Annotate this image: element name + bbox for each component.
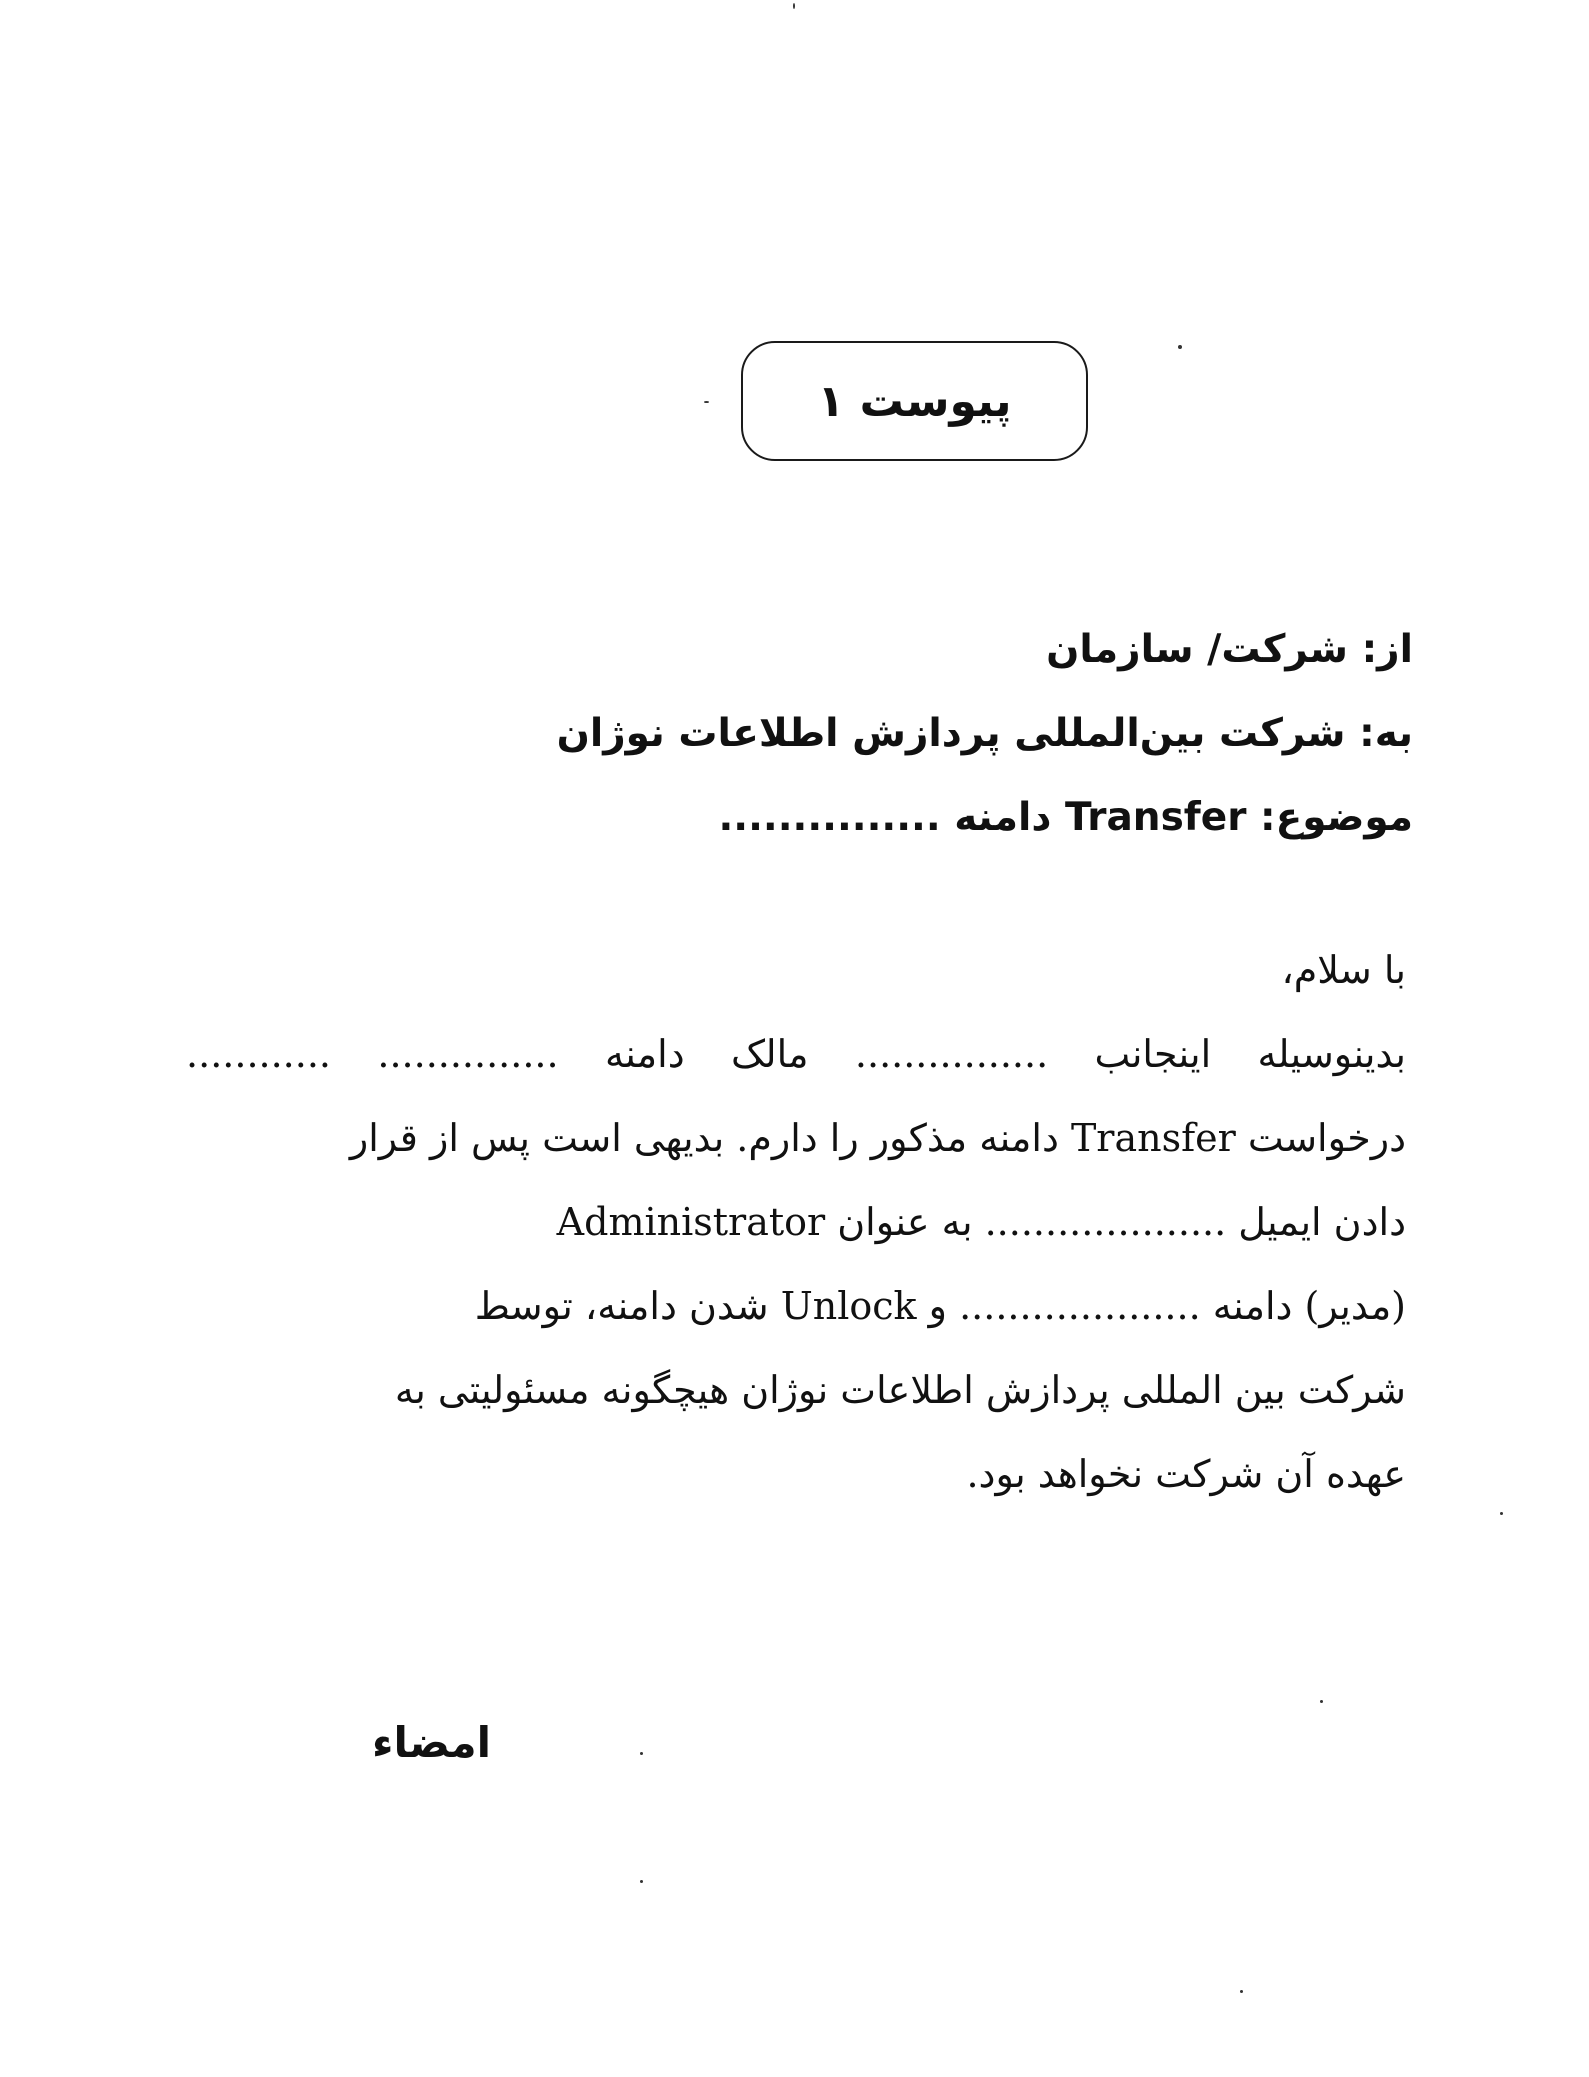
body-line-1-word: اینجانب: [1094, 1032, 1212, 1076]
body-line-2: درخواست Transfer دامنه مذکور را دارم. بدیهی است پس از قرار: [349, 1116, 1406, 1160]
letter-header: [313, 608, 1413, 860]
scan-speck: [640, 1880, 643, 1883]
scan-speck: [1178, 345, 1182, 349]
scan-speck: [1320, 1700, 1323, 1703]
greeting-line: با سلام،: [1281, 948, 1406, 992]
to-line: به: شرکت بین‌المللی پردازش اطلاعات نوژان: [556, 711, 1413, 756]
body-line-4: (مدیر) دامنه .................... و Unlock شدن دامنه، توسط: [474, 1284, 1406, 1328]
body-line-1-word: ............: [186, 1032, 331, 1076]
body-line-1: [186, 1012, 1406, 1096]
signature-label: امضاء: [372, 1718, 492, 1767]
scan-speck: [1240, 1990, 1243, 1993]
body-line-5: شرکت بین المللی پردازش اطلاعات نوژان هیچگونه مسئولیتی به: [394, 1368, 1406, 1412]
body-line-3: دادن ایمیل .................... به عنوان Administrator: [556, 1200, 1406, 1244]
scan-speck: [1500, 1512, 1503, 1515]
attachment-title-box: [741, 341, 1088, 461]
attachment-title: پیوست ۱: [817, 375, 1012, 427]
body-line-1-word: ................: [854, 1032, 1049, 1076]
body-line-1-word: دامنه: [604, 1032, 685, 1076]
subject-line: موضوع: Transfer دامنه ...............: [718, 795, 1413, 840]
scan-speck: [704, 401, 709, 403]
body-line-6: عهده آن شرکت نخواهد بود.: [966, 1452, 1406, 1496]
body-line-1-word: مالک: [731, 1032, 809, 1076]
scan-speck: [640, 1752, 643, 1755]
letter-body: [186, 928, 1406, 1516]
scan-speck: [793, 3, 795, 9]
from-line: از: شرکت/ سازمان: [1046, 627, 1413, 672]
body-line-1-word: بدینوسیله: [1257, 1032, 1406, 1076]
body-line-1-word: ...............: [377, 1032, 559, 1076]
